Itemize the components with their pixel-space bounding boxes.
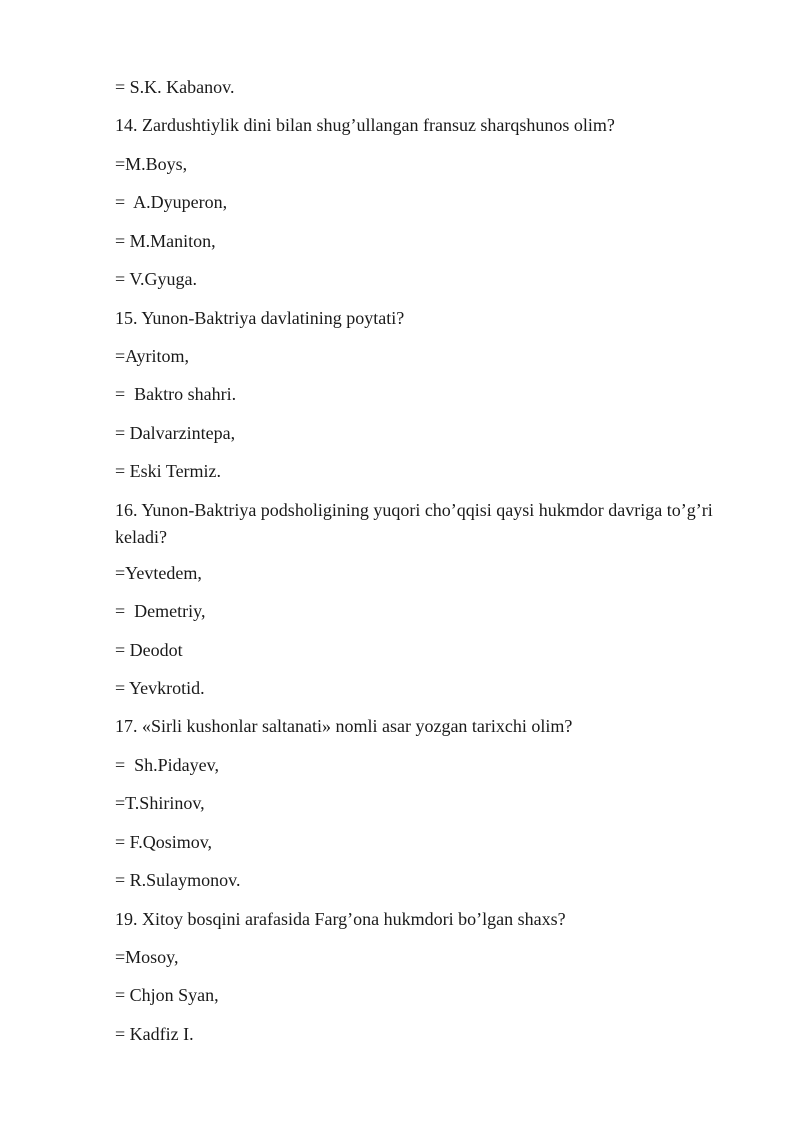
answer-option: = S.K. Kabanov. bbox=[115, 77, 235, 97]
answer-option: = Yevkrotid. bbox=[115, 678, 205, 698]
answer-option: = R.Sulaymonov. bbox=[115, 870, 241, 890]
answer-option: =Ayritom, bbox=[115, 346, 189, 366]
answer-option: = Sh.Pidayev, bbox=[115, 755, 219, 775]
answer-option: =T.Shirinov, bbox=[115, 793, 205, 813]
answer-option: = M.Maniton, bbox=[115, 231, 216, 251]
answer-option: = Kadfiz I. bbox=[115, 1024, 194, 1044]
answer-option: = Chjon Syan, bbox=[115, 985, 219, 1005]
answer-option: =Mosoy, bbox=[115, 947, 179, 967]
answer-option: = F.Qosimov, bbox=[115, 832, 213, 852]
answer-option: =M.Boys, bbox=[115, 154, 188, 174]
answer-option: = Dalvarzintepa, bbox=[115, 423, 236, 443]
question-15: 15. Yunon-Baktriya davlatining poytati? bbox=[115, 308, 405, 328]
answer-option: = V.Gyuga. bbox=[115, 269, 197, 289]
question-16: 16. Yunon-Baktriya podsholigining yuqori cho’qqisi qaysi hukmdor davriga to’g’ri keladi? bbox=[115, 500, 718, 547]
answer-option: = Eski Termiz. bbox=[115, 461, 222, 481]
answer-option: = Deodot bbox=[115, 640, 183, 660]
answer-option: =Yevtedem, bbox=[115, 563, 202, 583]
answer-option: = Demetriy, bbox=[115, 601, 206, 621]
question-19: 19. Xitoy bosqini arafasida Farg’ona hukmdori bo’lgan shaxs? bbox=[115, 909, 566, 929]
answer-option: = A.Dyuperon, bbox=[115, 192, 228, 212]
answer-option: = Baktro shahri. bbox=[115, 384, 237, 404]
question-14: 14. Zardushtiylik dini bilan shug’ullangan fransuz sharqshunos olim? bbox=[115, 115, 615, 135]
question-17: 17. «Sirli kushonlar saltanati» nomli asar yozgan tarixchi olim? bbox=[115, 716, 573, 736]
